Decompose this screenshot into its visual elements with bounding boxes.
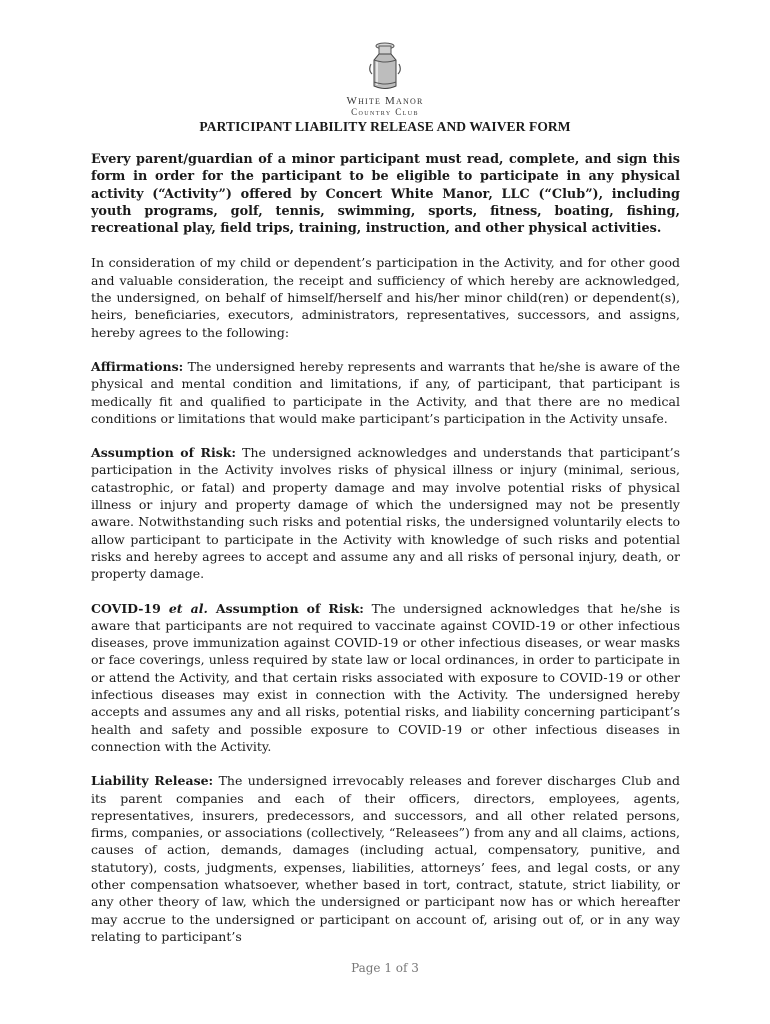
assumption-of-risk-section (91, 444, 680, 582)
affirmations-heading: Affirmations: (91, 358, 184, 374)
covid-heading-part: Assumption of Risk: (207, 600, 364, 616)
club-logo (340, 42, 430, 117)
covid-body: The undersigned acknowledges that he/she is aware that participants are not required to vaccinate against COVID-19 or other infectious diseases, prove immunization against COVID-19 or other infectious diseases, or wear masks or face coverings, unless required by state law or local ordinances, in order to participate in or attend the Activity, and that certain risks associated with exposure to COVID-19 or other infectious diseases may exist in connection with the Activity. The undersigned hereby accepts and assumes any and all risks, potential risks, and liability concerning participant’s health and safety and possible exposure to COVID-19 or other infectious diseases in connection with the Activity. (91, 600, 680, 754)
page-number: Page 1 of 3 (351, 961, 419, 975)
document-title: PARTICIPANT LIABILITY RELEASE AND WAIVER FORM (199, 119, 571, 134)
assumption-body: The undersigned acknowledges and understands that participant’s participation in the Activity involves risks of physical illness or injury (minimal, serious, catastrophic, or fatal) and property damage and may involve potential risks of physical illness or injury and property damage of which the undersigned may not be presently aware. Notwithstanding such risks and potential risks, the undersigned voluntarily elects to allow participant to participate in the Activity with knowledge of such risks and potential risks and hereby agrees to accept and assume any and all risks of personal injury, death, or property damage. (91, 445, 680, 582)
liability-release-section (91, 772, 680, 945)
covid-heading-part: COVID-19 (91, 600, 169, 616)
milk-can-icon (368, 42, 402, 92)
affirmations-section (91, 358, 680, 427)
covid-section (91, 600, 680, 756)
affirmations-body: The undersigned hereby represents and warrants that he/she is aware of the physical and mental condition and limitations, if any, of participant, that participant is medically fit and qualified to participate in the Activity, and that there are no medical conditions or limitations that would make participant’s participation in the Activity unsafe. (91, 358, 680, 426)
covid-heading (91, 601, 364, 616)
intro-paragraph: Every parent/guardian of a minor participant must read, complete, and sign this form in order for the participant to be eligible to participate in any physical activity (“Activity”) offered by Concert White Manor, LLC (“Club”), including youth programs, golf, tennis, swimming, sports, fitness, boating, fishing, recreational play, field trips, training, instruction, and other physical activities. (91, 152, 680, 237)
brand-name: White Manor (346, 95, 424, 107)
release-heading: Liability Release: (91, 773, 214, 789)
covid-heading-italic: et al. (168, 600, 208, 616)
release-body: The undersigned irrevocably releases and forever discharges Club and its parent companies and each of their officers, directors, employees, agents, representatives, insurers, predecessors, and successors, and all other related persons, firms, companies, or associations (collectively, “Releasees”) from any and all claims, actions, causes of action, demands, damages (including actual, compensatory, punitive, and statutory), costs, judgments, expenses, liabilities, attorneys’ fees, and legal costs, or any other compensation whatsoever, whether based in tort, contract, statute, strict liability, or any other theory of law, which the undersigned or participant now has or which hereafter may accrue to the undersigned or participant on account of, arising out of, or in any way relating to participant’s (91, 773, 680, 944)
brand-subtitle: Country Club (351, 107, 419, 117)
consideration-paragraph: In consideration of my child or dependent’s participation in the Activity, and for other good and valuable consideration, the receipt and sufficiency of which hereby are acknowledged, the undersigned, on behalf of himself/herself and his/her minor child(ren) or dependent(s), heirs, beneficiaries, executors, administrators, representatives, successors, and assigns, hereby agrees to the following: (91, 255, 680, 340)
document-body (91, 151, 680, 962)
assumption-heading: Assumption of Risk: (91, 445, 237, 461)
